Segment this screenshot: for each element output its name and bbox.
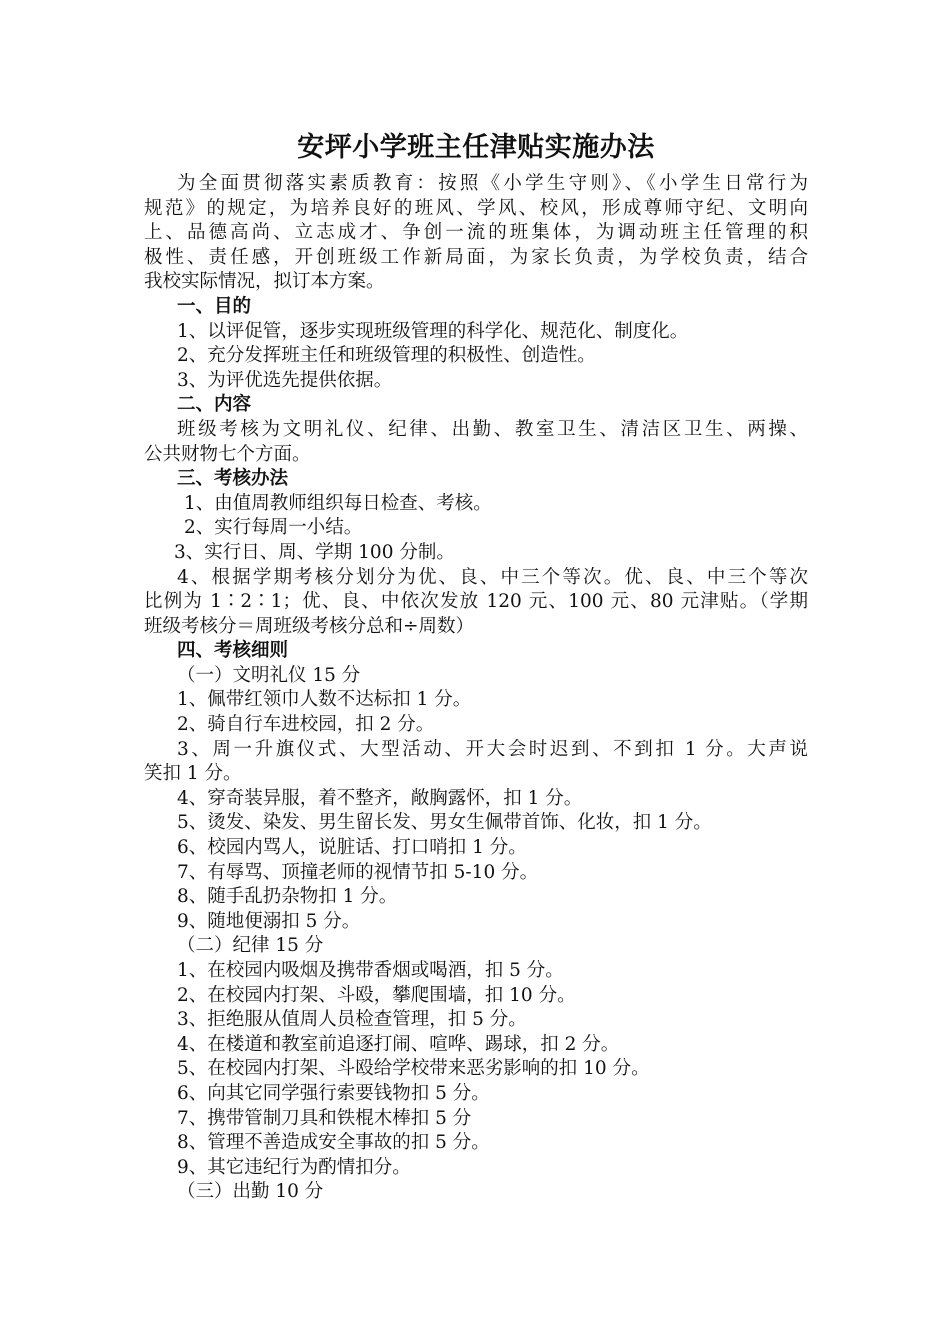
discipline-item: 7、携带管制刀具和铁棍木棒扣 5 分 — [177, 1107, 472, 1129]
intro-line: 规范》的规定，为培养良好的班风、学风、校风，形成尊师守纪、文明向 — [144, 197, 808, 219]
etiquette-item-line: 笑扣 1 分。 — [144, 763, 242, 785]
etiquette-item: 7、有辱骂、顶撞老师的视情节扣 5-10 分。 — [177, 861, 539, 883]
method-item-line: 比例为 1∶2∶1；优、良、中依次发放 120 元、100 元、80 元津贴。（学期 — [144, 591, 808, 613]
method-item: 1、由值周教师组织每日检查、考核。 — [184, 492, 492, 514]
section-heading-method: 三、考核办法 — [177, 468, 289, 490]
method-item: 2、实行每周一小结。 — [184, 517, 363, 539]
purpose-item: 2、充分发挥班主任和班级管理的积极性、创造性。 — [177, 345, 596, 367]
content-line: 公共财物七个方面。 — [144, 443, 311, 465]
etiquette-item: 5、烫发、染发、男生留长发、男女生佩带首饰、化妆，扣 1 分。 — [177, 812, 712, 834]
document-title: 安坪小学班主任津贴实施办法 — [297, 132, 655, 163]
document-page — [144, 128, 808, 1205]
etiquette-item-line: 3、周一升旗仪式、大型活动、开大会时迟到、不到扣 1 分。大声说 — [177, 738, 808, 760]
intro-line: 极性、责任感，开创班级工作新局面，为家长负责，为学校负责，结合 — [144, 246, 808, 268]
purpose-item: 1、以评促管，逐步实现班级管理的科学化、规范化、制度化。 — [177, 320, 689, 342]
discipline-item: 2、在校园内打架、斗殴，攀爬围墙，扣 10 分。 — [177, 984, 576, 1006]
etiquette-item: 9、随地便溺扣 5 分。 — [177, 910, 361, 932]
discipline-item: 4、在楼道和教室前追逐打闹、喧哗、踢球，扣 2 分。 — [177, 1033, 620, 1055]
discipline-item: 5、在校园内打架、斗殴给学校带来恶劣影响的扣 10 分。 — [177, 1058, 650, 1080]
method-item-line: 班级考核分＝周班级考核分总和÷周数） — [144, 615, 475, 637]
discipline-item: 6、向其它同学强行索要钱物扣 5 分。 — [177, 1082, 490, 1104]
intro-line: 为全面贯彻落实素质教育：按照《小学生守则》、《小学生日常行为 — [177, 173, 808, 194]
intro-line: 我校实际情况，拟订本方案。 — [144, 271, 385, 293]
etiquette-item: 8、随手乱扔杂物扣 1 分。 — [177, 886, 398, 908]
discipline-item: 8、管理不善造成安全事故的扣 5 分。 — [177, 1132, 490, 1154]
intro-line: 上、品德高尚、立志成才、争创一流的班集体，为调动班主任管理的积 — [144, 222, 808, 244]
section-heading-content: 二、内容 — [177, 394, 252, 416]
etiquette-item: 1、佩带红领巾人数不达标扣 1 分。 — [177, 689, 472, 711]
method-item: 3、实行日、周、学期 100 分制。 — [174, 541, 455, 563]
etiquette-item: 6、校园内骂人，说脏话、打口哨扣 1 分。 — [177, 837, 527, 859]
section-heading-rules: 四、考核细则 — [177, 640, 289, 662]
discipline-item: 9、其它违纪行为酌情扣分。 — [177, 1156, 411, 1178]
purpose-item: 3、为评优选先提供依据。 — [177, 369, 393, 391]
section-heading-purpose: 一、目的 — [177, 295, 252, 317]
method-item-line: 4、根据学期考核分划分为优、良、中三个等次。优、良、中三个等次 — [177, 566, 808, 588]
subsection-heading-attendance: （三）出勤 10 分 — [177, 1181, 324, 1203]
subsection-heading-etiquette: （一）文明礼仪 15 分 — [177, 664, 361, 686]
discipline-item: 3、拒绝服从值周人员检查管理，扣 5 分。 — [177, 1009, 527, 1031]
etiquette-item: 2、骑自行车进校园，扣 2 分。 — [177, 714, 435, 736]
etiquette-item: 4、穿奇装异服，着不整齐，敞胸露怀，扣 1 分。 — [177, 787, 583, 809]
subsection-heading-discipline: （二）纪律 15 分 — [177, 935, 324, 957]
content-line: 班级考核为文明礼仪、纪律、出勤、教室卫生、清洁区卫生、两操、 — [177, 418, 808, 440]
discipline-item: 1、在校园内吸烟及携带香烟或喝酒，扣 5 分。 — [177, 960, 564, 981]
